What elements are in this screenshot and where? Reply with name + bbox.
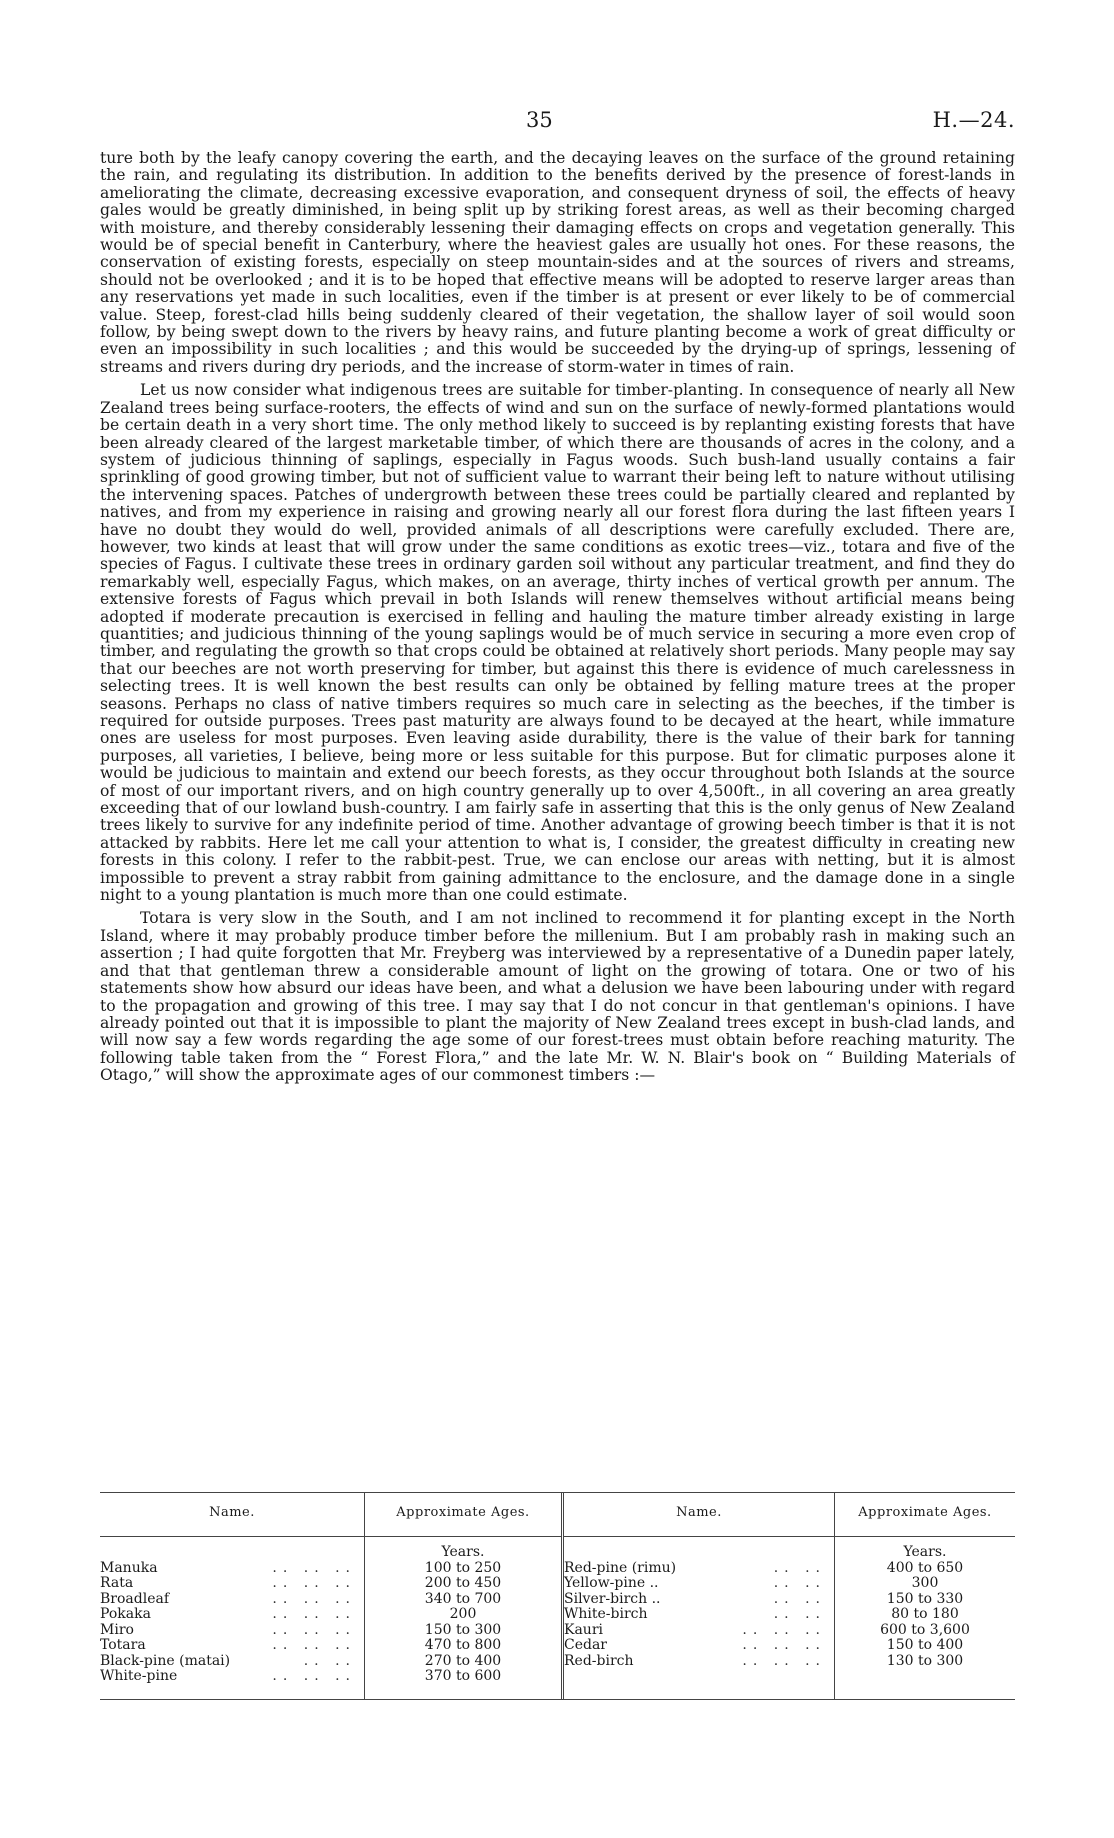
page-number: 35: [526, 108, 553, 132]
header-name-right: Name.: [563, 1493, 835, 1537]
header-ages-right: Approximate Ages.: [835, 1493, 1016, 1537]
table-row: Broadleaf .. .. .. 340 to 700 Silver-birch .. .. .. 150 to 330: [100, 1592, 1015, 1608]
tree-name: Cedar: [564, 1637, 607, 1653]
tree-age: 370 to 600: [365, 1669, 563, 1699]
tree-name: Red-pine (rimu): [564, 1559, 677, 1576]
tree-name: Kauri: [564, 1621, 603, 1638]
tree-ages-table-container: [100, 1492, 1015, 1700]
tree-name: Rata: [100, 1575, 134, 1591]
tree-name: Miro: [100, 1621, 134, 1638]
tree-age: 600 to 3,600: [880, 1621, 970, 1638]
document-page: [100, 108, 1015, 1085]
tree-name: Manuka: [100, 1559, 158, 1576]
tree-name: Silver-birch ..: [564, 1590, 661, 1607]
header-ages-left: Approximate Ages.: [365, 1493, 563, 1537]
tree-age: 150 to 400: [886, 1637, 964, 1653]
table-row: Black-pine (matai) .. .. 270 to 400 Red-birch .. .. .. 130 to 300: [100, 1654, 1015, 1670]
tree-age: 270 to 400: [365, 1654, 563, 1670]
table-bottom-rule: [100, 1699, 1015, 1700]
table-row: White-pine .. .. .. 370 to 600: [100, 1669, 1015, 1699]
tree-ages-table: [100, 1493, 1015, 1699]
table-row: Miro .. .. .. 150 to 300 Kauri .. .. .. 600 to 3,600: [100, 1623, 1015, 1639]
page-header: [100, 108, 1015, 150]
header-name-left: Name.: [100, 1493, 365, 1537]
table-row: Manuka .. .. .. 100 to 250 Red-pine (rimu) .. .. 400 to 650: [100, 1561, 1015, 1577]
tree-age: 300: [911, 1575, 939, 1591]
tree-age: 340 to 700: [365, 1592, 563, 1608]
paragraph-2: Let us now consider what indigenous trees are suitable for timber-planting. In consequence of nearly all New Zealand trees being surface-rooters, the effects of wind and sun on the surface of newly-formed plantations would be certain death in a very short time. The only method likely to succeed is by replanting existing forests that have been already cleared of the largest marketable timber, of which there are thousands of acres in the colony, and a system of judicious thinning of saplings, especially in Fagus woods. Such bush-land usually contains a fair sprinkling of good growing timber, but not of sufficient value to warrant their being left to nature without utilising the intervening spaces. Patches of undergrowth between these trees could be partially cleared and replanted by natives, and from my experience in raising and growing nearly all our forest flora during the last fifteen years I have no doubt they would do well, provided animals of all descriptions were carefully excluded. There are, however, two kinds at least that will grow under the same conditions as exotic trees—viz., totara and five of the species of Fagus. I cultivate these trees in ordinary garden soil without any particular treatment, and find they do remarkably well, especially Fagus, which makes, on an average, thirty inches of vertical growth per annum. The extensive forests of Fagus which prevail in both Islands will renew themselves without artificial means being adopted if moderate precaution is exercised in felling and hauling the mature timber already existing in large quantities; and judicious thinning of the young saplings would be of much service in securing a more even crop of timber, and regulating the growth so that crops could be obtained at relatively short periods. Many people may say that our beeches are not worth preserving for timber, but against this there is evidence of much carelessness in selecting trees. It is well known the best results can only be obtained by felling mature trees at the proper seasons. Perhaps no class of native timbers requires so much care in selecting as the beeches, if the timber is required for outside purposes. Trees past maturity are always found to be decayed at the heart, while immature ones are useless for most purposes. Even leaving aside durability, there is the value of their bark for tanning purposes, all varieties, I believe, being more or less suitable for this purpose. But for climatic purposes alone it would be judicious to maintain and extend our beech forests, as they occur throughout both Islands at the source of most of our important rivers, and on high country generally up to over 4,500ft., in all covering an area greatly exceeding that of our lowland bush-country. I am fairly safe in asserting that this is the only genus of New Zealand trees likely to survive for any indefinite period of time. Another advantage of growing beech timber is that it is not attacked by rabbits. Here let me call your attention to what is, I consider, the greatest difficulty in creating new forests in this colony. I refer to the rabbit-pest. True, we can enclose our areas with netting, but it is almost impossible to prevent a stray rabbit from gaining admittance to the enclosure, and the damage done in a single night to a young plantation is much more than one could estimate.: [100, 381, 1015, 905]
tree-name: Broadleaf: [100, 1590, 170, 1607]
tree-age: 130 to 300: [886, 1652, 964, 1669]
table-row: Totara .. .. .. 470 to 800 Cedar .. .. .. 150 to 400: [100, 1638, 1015, 1654]
table-header-row: [100, 1493, 1015, 1537]
table-row: Pokaka .. .. .. 200 White-birch .. .. 80 to 180: [100, 1607, 1015, 1623]
paragraph-3: Totara is very slow in the South, and I am not inclined to recommend it for planting except in the North Island, where it may probably produce timber before the millenium. But I am probably rash in making such an assertion ; I had quite forgotten that Mr. Freyberg was interviewed by a representative of a Dunedin paper lately, and that that gentleman threw a considerable amount of light on the growing of totara. One or two of his statements show how absurd our ideas have been, and what a delusion we have been labouring under with regard to the propagation and growing of this tree. I may say that I do not concur in that gentleman's opinions. I have already pointed out that it is impossible to plant the majority of New Zealand trees except in bush-clad lands, and will now say a few words regarding the age some of our forest-trees must obtain before reaching maturity. The following table taken from the “ Forest Flora,” and the late Mr. W. N. Blair's book on “ Building Materials of Otago,” will show the approximate ages of our commonest timbers :—: [100, 909, 1015, 1085]
units-row: [100, 1537, 1015, 1561]
tree-name: White-birch: [564, 1606, 648, 1622]
document-reference: H.—24.: [932, 108, 1015, 132]
tree-age: 150 to 300: [365, 1623, 563, 1639]
tree-name: Totara: [100, 1637, 146, 1653]
tree-name: Black-pine (matai): [100, 1652, 231, 1669]
tree-age: 150 to 330: [886, 1590, 964, 1607]
paragraph-1: ture both by the leafy canopy covering the earth, and the decaying leaves on the surface of the ground retaining the rain, and regulating its distribution. In addition to the benefits derived by the presence of forest-lands in ameliorating the climate, decreasing excessive evaporation, and consequent dryness of soil, the effects of heavy gales would be greatly diminished, in being split up by striking forest areas, as well as their becoming charged with moisture, and thereby considerably lessening their damaging effects on crops and vegetation generally. This would be of special benefit in Canterbury, where the heaviest gales are usually hot ones. For these reasons, the conservation of existing forests, especially on steep mountain-sides and at the sources of rivers and streams, should not be overlooked ; and it is to be hoped that effective means will be adopted to reserve larger areas than any reservations yet made in such localities, even if the timber is at present or ever likely to be of commercial value. Steep, forest-clad hills being suddenly cleared of their vegetation, the shallow layer of soil would soon follow, by being swept down to the rivers by heavy rains, and future planting become a work of great difficulty or even an impossibility in such localities ; and this would be succeeded by the drying-up of springs, lessening of streams and rivers during dry periods, and the increase of storm-water in times of rain.: [100, 149, 1015, 376]
tree-age: 80 to 180: [891, 1606, 959, 1622]
tree-name: White-pine: [100, 1668, 178, 1684]
tree-age: 470 to 800: [365, 1638, 563, 1654]
table-row: Rata .. .. .. 200 to 450 Yellow-pine .. .. .. 300: [100, 1576, 1015, 1592]
tree-name: Red-birch: [564, 1652, 634, 1669]
units-left: Years.: [365, 1537, 563, 1561]
tree-age: 200: [365, 1607, 563, 1623]
units-right: Years.: [903, 1544, 947, 1560]
tree-name: Pokaka: [100, 1606, 151, 1622]
tree-age: 100 to 250: [365, 1561, 563, 1577]
tree-age: 400 to 650: [886, 1559, 964, 1576]
tree-age: 200 to 450: [365, 1576, 563, 1592]
tree-name: Yellow-pine ..: [564, 1575, 659, 1591]
